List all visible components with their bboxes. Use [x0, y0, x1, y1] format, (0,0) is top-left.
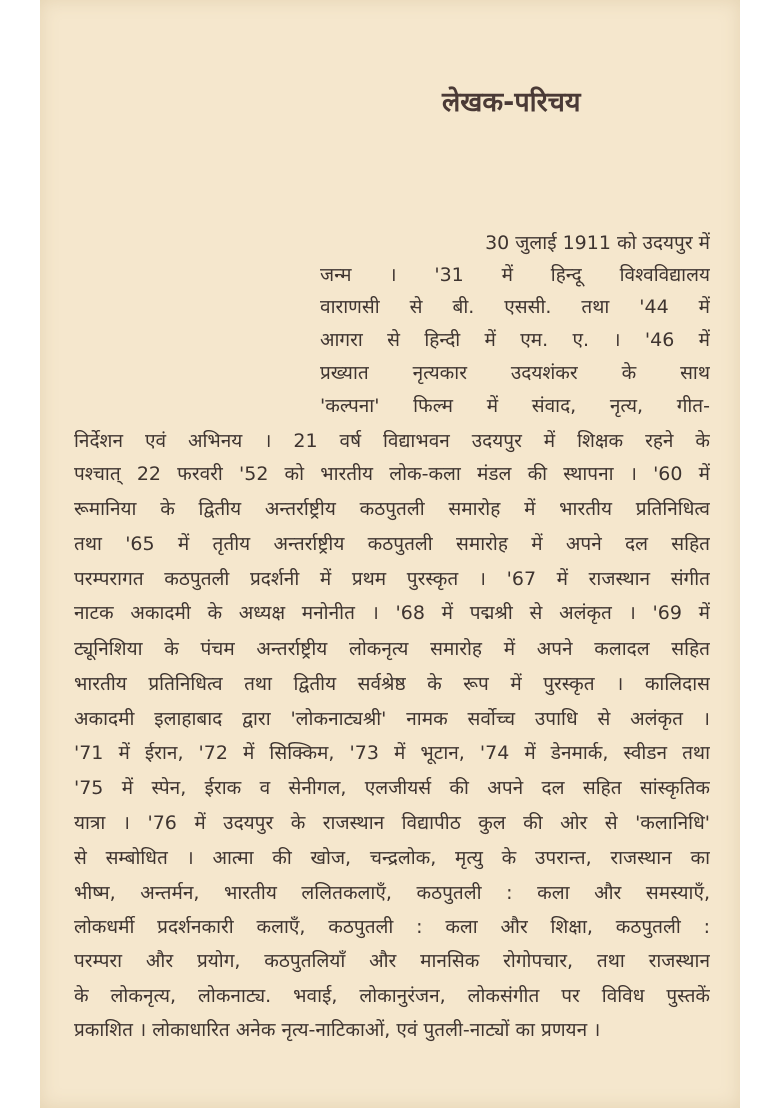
book-page: [40, 0, 740, 1108]
text-line: से सम्बोधित । आत्मा की खोज, चन्द्रलोक, मृत्यु के उपरान्त, राजस्थान का: [74, 847, 710, 869]
text-line: परम्परागत कठपुतली प्रदर्शनी में प्रथम पुरस्कृत । '67 में राजस्थान संगीत: [74, 568, 710, 590]
text-line: 'कल्पना' फिल्म में संवाद, नृत्य, गीत-: [320, 395, 710, 417]
text-line: ट्यूनिशिया के पंचम अन्तर्राष्ट्रीय लोकनृत्य समारोह में अपने कलादल सहित: [74, 638, 710, 660]
page-title: लेखक-परिचय: [442, 87, 581, 118]
text-line: आगरा से हिन्दी में एम. ए. । '46 में: [320, 329, 710, 351]
text-line: प्रकाशित । लोकाधारित अनेक नृत्य-नाटिकाओं, एवं पुतली-नाट्यों का प्रणयन ।: [74, 1019, 601, 1041]
text-line: प्रख्यात नृत्यकार उदयशंकर के साथ: [320, 362, 710, 384]
text-line: भारतीय प्रतिनिधित्व तथा द्वितीय सर्वश्रेष्ठ के रूप में पुरस्कृत । कालिदास: [74, 673, 710, 695]
text-line: '71 में ईरान, '72 में सिक्किम, '73 में भूटान, '74 में डेनमार्क, स्वीडन तथा: [74, 742, 710, 764]
text-line: तथा '65 में तृतीय अन्तर्राष्ट्रीय कठपुतली समारोह में अपने दल सहित: [74, 533, 710, 555]
text-line: के लोकनृत्य, लोकनाट्य. भवाई, लोकानुरंजन, लोकसंगीत पर विविध पुस्तकें: [74, 985, 710, 1007]
text-line: परम्परा और प्रयोग, कठपुतलियाँ और मानसिक रोगोपचार, तथा राजस्थान: [74, 950, 710, 972]
text-line: लोकधर्मी प्रदर्शनकारी कलाएँ, कठपुतली : कला और शिक्षा, कठपुतली :: [74, 916, 710, 938]
text-line: '75 में स्पेन, ईराक व सेनीगल, एलजीयर्स की अपने दल सहित सांस्कृतिक: [74, 777, 710, 799]
text-line: भीष्म, अन्तर्मन, भारतीय ललितकलाएँ, कठपुतली : कला और समस्याएँ,: [74, 882, 710, 904]
text-line: निर्देशन एवं अभिनय । 21 वर्ष विद्याभवन उदयपुर में शिक्षक रहने के: [74, 430, 710, 452]
text-line: अकादमी इलाहाबाद द्वारा 'लोकनाट्यश्री' नामक सर्वोच्च उपाधि से अलंकृत ।: [74, 708, 710, 730]
text-line: यात्रा । '76 में उदयपुर के राजस्थान विद्यापीठ कुल की ओर से 'कलानिधि': [74, 812, 710, 834]
text-line: नाटक अकादमी के अध्यक्ष मनोनीत । '68 में पद्मश्री से अलंकृत । '69 में: [74, 602, 710, 624]
text-line: रूमानिया के द्वितीय अन्तर्राष्ट्रीय कठपुतली समारोह में भारतीय प्रतिनिधित्व: [74, 498, 710, 520]
text-line: 30 जुलाई 1911 को उदयपुर में: [485, 232, 710, 254]
text-line: वाराणसी से बी. एससी. तथा '44 में: [320, 296, 710, 318]
text-line: पश्चात् 22 फरवरी '52 को भारतीय लोक-कला मंडल की स्थापना । '60 में: [74, 463, 710, 485]
text-line: जन्म । '31 में हिन्दू विश्वविद्यालय: [320, 264, 710, 286]
